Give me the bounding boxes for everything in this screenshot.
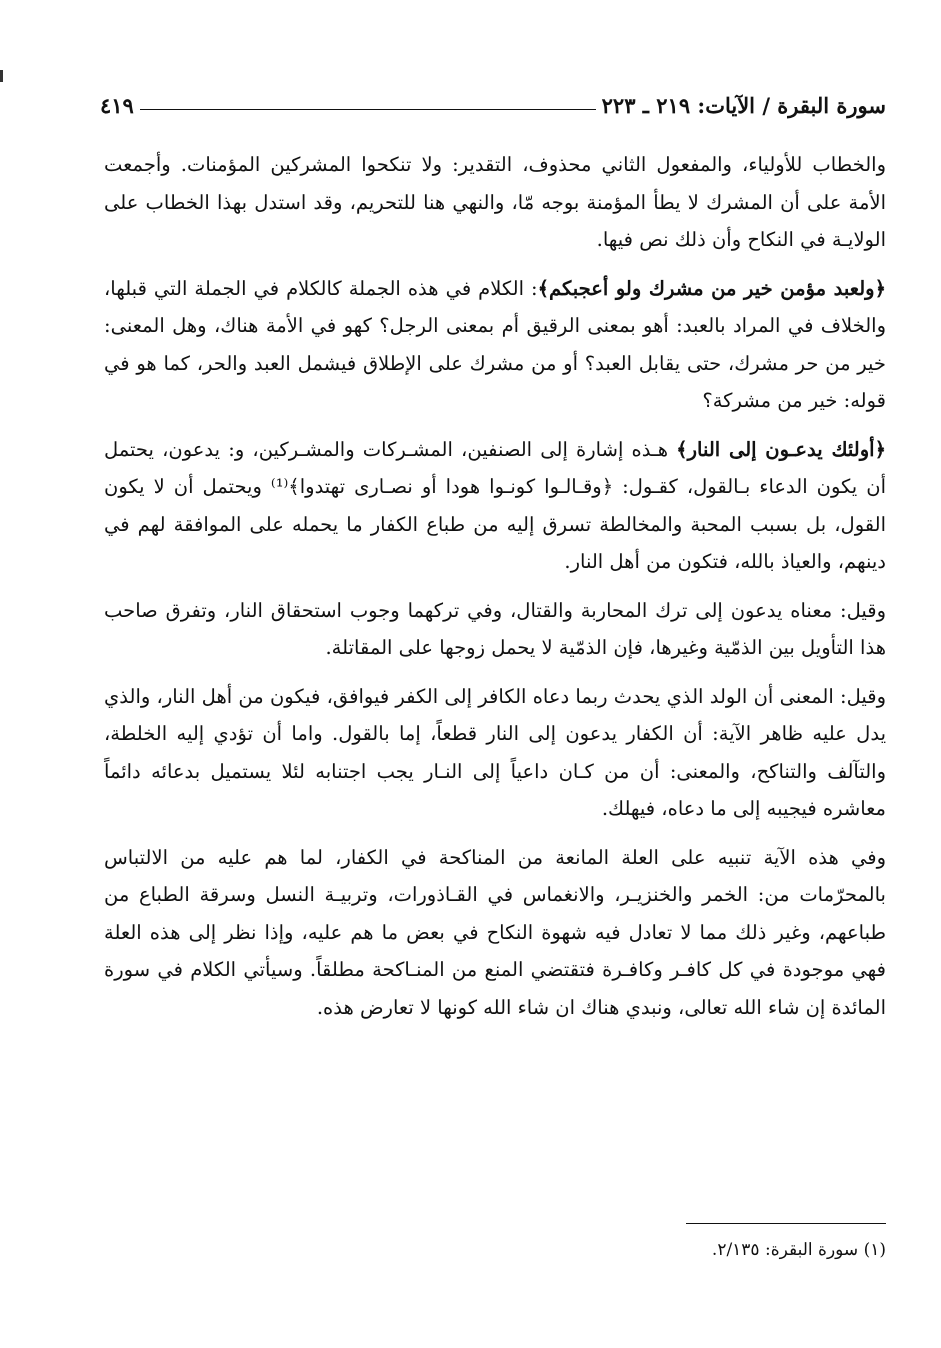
main-text xyxy=(104,146,886,1026)
running-title: سورة البقرة / الآيات: ٢١٩ ـ ٢٢٣ xyxy=(601,93,886,118)
paragraph-text: وقيل: معناه يدعون إلى ترك المحاربة والقتال، وفي تركهما وجوب استحقاق النار، وتفرق صاحب هذا التأويل بين الذمّية وغيرها، فإن الذمّية لا يحمل زوجها على المقاتلة. xyxy=(104,598,886,659)
paragraph-text: والخطاب للأولياء، والمفعول الثاني محذوف، التقدير: ولا تنكحوا المشركين المؤمنات. وأجمعت الأمة على أن المشرك لا يطأ المؤمنة بوجه مّا، والنهي هنا للتحريم، وقد استدل بهذا الخطاب على الولايـة في النكاح وأن ذلك نص فيها. xyxy=(104,153,886,251)
verse-quote: ﴿أولئك يدعـون إلى النار﴾ xyxy=(676,437,886,461)
header-rule xyxy=(140,109,596,110)
verse-quote: ﴿ولعبد مؤمن خير من مشرك ولو أعجبكم﴾ xyxy=(537,276,886,300)
page-header xyxy=(100,84,886,118)
paragraph-2 xyxy=(104,270,886,420)
paragraph-4 xyxy=(104,592,886,667)
footnote: (١) سورة البقرة: ٢/١٣٥. xyxy=(711,1240,886,1260)
paragraph-text: وفي هذه الآية تنبيه على العلة المانعة من المناكحة في الكفار، لما هم عليه من الالتباس بالمحرّمات من: الخمر والخنزيـر، والانغماس في القـاذورات، وتربيـة النسل وسرقة الطباع من طباعهم، وغير ذلك مما لا تعادل فيه شهوة النكاح في بعض ما هم عليه، وإذا نظر إلى هذه العلة فهي موجودة في كل كافـر وكافـرة فتقتضي المنع من المنـاكحة مطلقاً. وسيأتي الكلام في سورة المائدة إن شاء الله تعالى، ونبدي هناك ان شاء الله كونها لا تعارض هذه. xyxy=(104,845,886,1019)
paragraph-text: هـذه إشارة إلى الصنفين، المشـركات والمشـركين، و: يدعون، يحتمل أن يكون الدعاء بـالقول، كقـول: ﴿وقـالـوا كونـوا هودا أو نصـارى تهتدوا﴾⁽¹⁾ ويحتمل أن لا يكون القول، بل بسبب المحبة والمخالطة تسرق إليه من طباع الكفار ما يحمله على الموافقة لهم في دينهم، والعياذ بالله، فتكون من أهل النار. xyxy=(104,437,886,573)
paragraph-text: : الكلام في هذه الجملة كالكلام في الجملة التي قبلها، والخلاف في المراد بالعبد: أهو بمعنى الرقيق أم بمعنى الرجل؟ كهو في الأمة هناك، وهل المعنى: خير من حر مشرك، حتى يقابل العبد؟ أو من مشرك على الإطلاق فيشمل العبد والحر، كما هو في قوله: خير من مشركة؟ xyxy=(104,276,886,412)
paragraph-6 xyxy=(104,839,886,1027)
paragraph-1 xyxy=(104,146,886,259)
scan-edge-mark xyxy=(0,70,3,82)
paragraph-3 xyxy=(104,431,886,581)
paragraph-text: وقيل: المعنى أن الولد الذي يحدث ربما دعاه الكافر إلى الكفر فيوافق، فيكون من أهل النار، والذي يدل عليه ظاهر الآية: أن الكفار يدعون إلى النار قطعاً، إما بالقول. واما أن تؤدي إليه الخلطة، والتآلف والتناكح، والمعنى: أن من كـان داعياً إلى النـار يجب اجتنابه لئلا يستميل بدعائه دائماً معاشره فيجيبه إلى ما دعاه، فيهلك. xyxy=(104,684,886,820)
page-number: ٤١٩ xyxy=(100,93,134,118)
footnote-rule xyxy=(686,1223,886,1224)
paragraph-5 xyxy=(104,678,886,828)
